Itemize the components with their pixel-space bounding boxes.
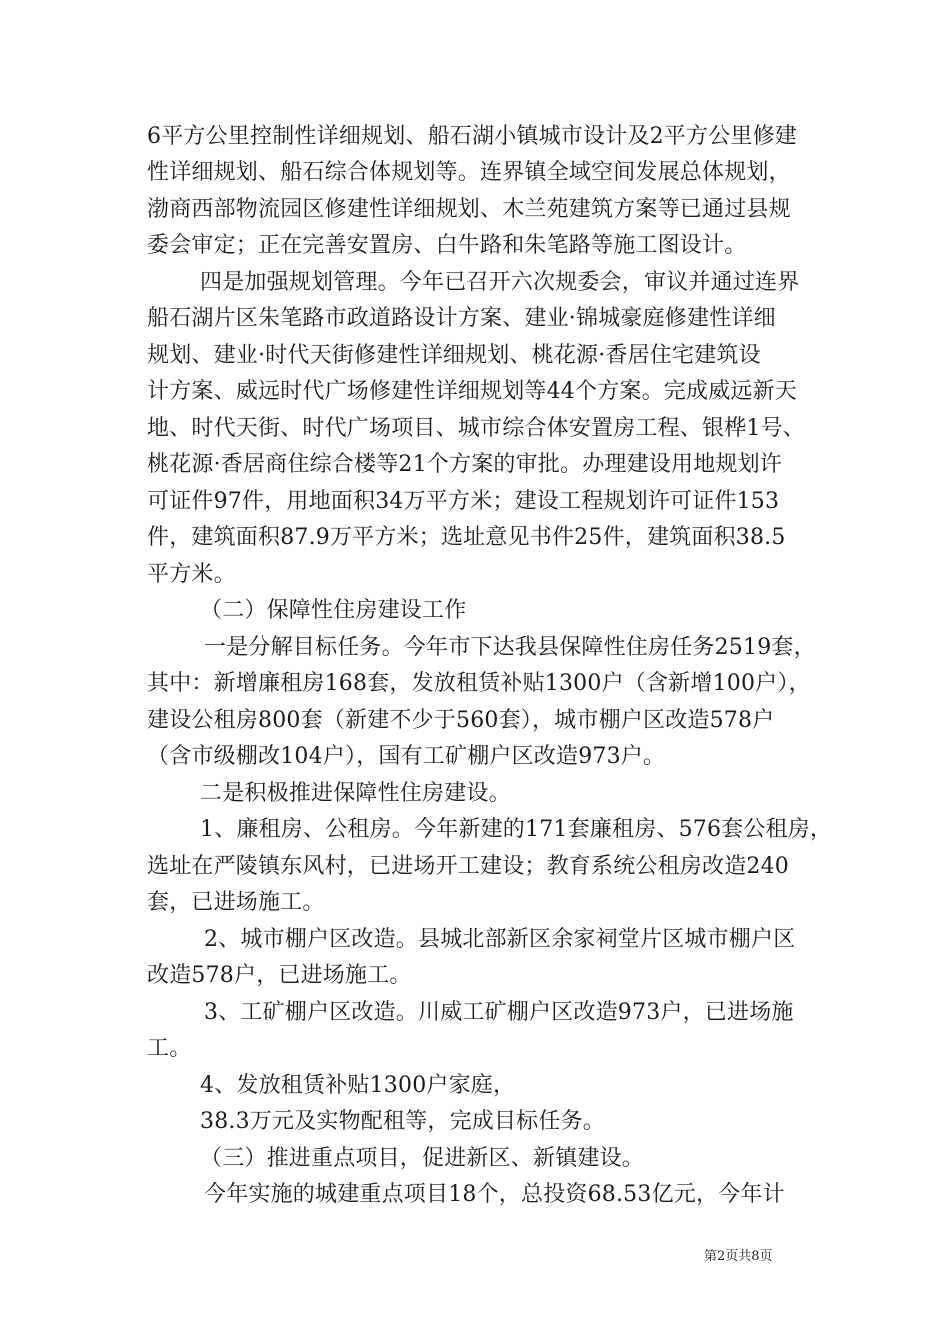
page-number-footer: 第2页共8页: [704, 1249, 773, 1264]
section-heading: （三）推进重点项目，促进新区、新镇建设。: [200, 1146, 645, 1171]
text-line: 4、发放租赁补贴1300户家庭，: [200, 1073, 516, 1098]
text-line: 桃花源·香居商住综合楼等21个方案的审批。办理建设用地规划许: [147, 452, 782, 477]
text-line: 38.3万元及实物配租等，完成目标任务。: [200, 1109, 605, 1134]
text-line: 四是加强规划管理。今年已召开六次规委会，审议并通过连界: [200, 270, 800, 295]
text-line: 一是分解目标任务。今年市下达我县保障性住房任务2519套，: [204, 635, 816, 660]
text-line: 计方案、威远时代广场修建性详细规划等44个方案。完成威远新天: [147, 379, 797, 404]
text-line: 3、工矿棚户区改造。川威工矿棚户区改造973户，已进场施: [204, 1000, 794, 1025]
text-line: 地、时代天街、时代广场项目、城市综合体安置房工程、银桦1号、: [147, 416, 805, 441]
text-line: 渤商西部物流园区修建性详细规划、木兰苑建筑方案等已通过县规: [147, 197, 791, 222]
text-line: 建设公租房800套（新建不少于560套），城市棚户区改造578户: [147, 708, 775, 733]
text-line: 工。: [147, 1036, 192, 1061]
text-line: 平方米。: [147, 562, 236, 587]
text-line: 其中：新增廉租房168套，发放租赁补贴1300户（含新增100户），: [147, 671, 811, 696]
text-line: 性详细规划、船石综合体规划等。连界镇全域空间发展总体规划，: [147, 160, 791, 185]
section-heading: （二）保障性住房建设工作: [200, 598, 467, 623]
text-line: （含市级棚改104户），国有工矿棚户区改造973户。: [147, 744, 666, 769]
text-line: 2、城市棚户区改造。县城北部新区余家祠堂片区城市棚户区: [204, 927, 796, 952]
text-line: 规划、建业·时代天街修建性详细规划、桃花源·香居住宅建筑设: [147, 343, 761, 368]
text-line: 件，建筑面积87.9万平方米；选址意见书件25件，建筑面积38.5: [147, 525, 786, 550]
text-line: 选址在严陵镇东风村，已进场开工建设；教育系统公租房改造240: [147, 854, 789, 879]
text-line: 套，已进场施工。: [147, 890, 325, 915]
text-line: 6平方公里控制性详细规划、船石湖小镇城市设计及2平方公里修建: [147, 124, 797, 149]
text-line: 可证件97件，用地面积34万平方米；建设工程规划许可证件153: [147, 489, 780, 514]
text-line: 1、廉租房、公租房。今年新建的171套廉租房、576套公租房，: [200, 817, 833, 842]
text-line: 船石湖片区朱笔路市政道路设计方案、建业·锦城豪庭修建性详细: [147, 306, 776, 331]
text-line: 改造578户，已进场施工。: [147, 963, 412, 988]
text-line: 委会审定；正在完善安置房、白牛路和朱笔路等施工图设计。: [147, 233, 747, 258]
text-line: 二是积极推进保障性住房建设。: [200, 781, 511, 806]
text-line: 今年实施的城建重点项目18个，总投资68.53亿元，今年计: [204, 1182, 785, 1207]
